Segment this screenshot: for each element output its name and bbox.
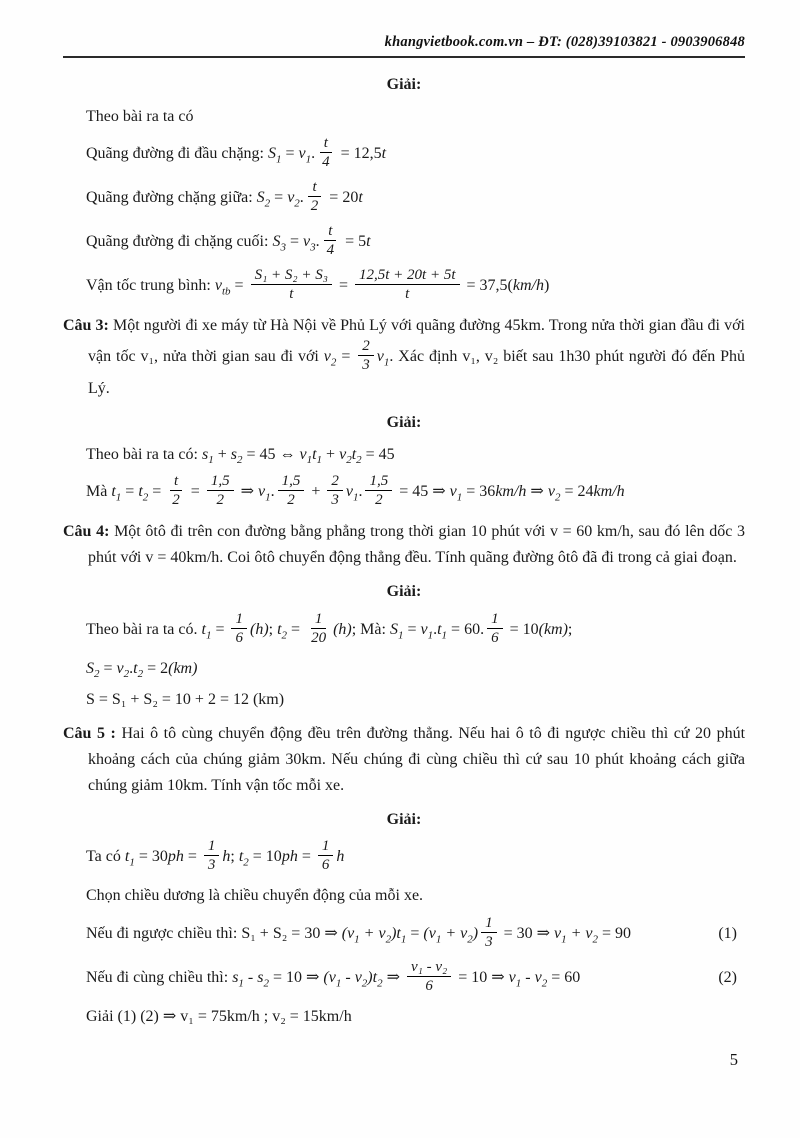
math-fraction	[168, 472, 184, 509]
fraction-numerator: 1	[231, 610, 247, 629]
math-variable: (h)	[249, 620, 269, 638]
fraction-denominator: 2	[375, 492, 383, 509]
document-content	[63, 72, 745, 1029]
fraction-denominator: 6	[425, 977, 433, 994]
solution-line: Chọn chiều dương là chiều chuyển động của mỗi xe.	[86, 887, 424, 905]
math-variable: v	[214, 277, 222, 295]
math-subscript: 2	[94, 667, 100, 680]
math-subscript: 2	[330, 356, 337, 369]
math-fraction	[327, 472, 343, 509]
page-number: 5	[729, 1050, 738, 1069]
fraction-numerator: 1,5	[365, 472, 392, 491]
solution-line: Theo bài ra ta có	[86, 107, 194, 125]
math-variable: )	[472, 924, 479, 942]
math-subscript: 1	[205, 628, 212, 641]
math-variable: v	[376, 348, 384, 366]
solution-line: $S_2 = v_2.t_2 = 2(km)$	[86, 659, 198, 680]
math-variable: v	[298, 145, 306, 163]
fraction-numerator: t	[308, 178, 320, 197]
solution-line: Giải (1) (2) ⇒ v₁ = 75km/h ; v₂ = 15km/h	[86, 1007, 352, 1025]
math-subscript: 1	[335, 977, 342, 990]
fraction-denominator: 4	[326, 242, 335, 259]
math-variable: + v	[441, 924, 468, 942]
math-subscript: 1	[305, 153, 312, 166]
math-variable: )t	[367, 968, 378, 986]
math-subscript: 1	[400, 933, 407, 946]
math-variable: t	[351, 445, 357, 463]
fraction-denominator: 4	[322, 154, 330, 171]
math-subscript: 1	[383, 356, 390, 369]
math-fraction	[481, 914, 497, 951]
problem-paragraph: Câu 4: Một ôtô đi trên con đường bằng phẳng trong thời gian 10 phút với v = 60 km/h, sau đó lên dốc 3 phút với v = 40km/h. Coi ôtô chuyển động thẳng đều. Tính quãng đường ôtô đã đi trong cả giai đoạn.	[63, 523, 746, 567]
math-subscript: 1	[208, 453, 214, 466]
math-fraction	[307, 610, 330, 647]
math-variable: v	[449, 483, 457, 501]
math-subscript: 3	[310, 241, 316, 254]
math-variable: t	[381, 145, 387, 163]
math-subscript: 1	[275, 153, 282, 166]
solution-line: Theo bài ra ta có. $t_1$ = $\frac{1}{6}$ (h); $t_2$ = $\frac{1}{20}$ (h); Mà: $S_1 = v_1.t_1 = 60$. $\frac{1}{6}$ = 10(km);	[86, 610, 573, 646]
math-variable: s	[232, 968, 239, 986]
math-subscript: 2	[243, 856, 249, 869]
math-variable: v	[116, 659, 124, 677]
math-variable: (v	[323, 968, 336, 986]
math-variable: t	[138, 483, 143, 501]
math-variable: t	[133, 659, 138, 677]
math-subscript: 2	[356, 453, 362, 466]
fraction-denominator: 3	[362, 357, 370, 374]
math-fraction	[358, 337, 374, 374]
math-fraction	[323, 222, 339, 259]
problem-paragraph: Câu 5 : Hai ô tô cùng chuyển động đều trên đường thẳng. Nếu hai ô tô đi ngược chiều thì cứ 20 phút khoảng cách của chúng giảm 30km. Nếu chúng đi cùng chiều thì cứ sau 10 phút khoảng cách giữa chúng giảm 10km. Tính vận tốc mỗi xe.	[63, 724, 746, 794]
fraction-numerator: 1	[487, 610, 503, 629]
solution-line: S = S₁ + S₂ = 10 + 2 = 12 (km)	[86, 691, 285, 709]
math-variable: - s	[243, 968, 264, 986]
math-subscript: 1	[427, 628, 434, 641]
math-variable: t	[124, 848, 130, 866]
math-variable: (v	[423, 924, 436, 942]
fraction-numerator: 12,5t + 20t + 5t	[355, 266, 460, 285]
math-subscript: 1	[456, 491, 463, 504]
math-variable: S	[86, 659, 94, 677]
math-variable: h	[222, 848, 231, 866]
math-variable: s	[230, 445, 237, 463]
math-variable: v	[299, 445, 307, 463]
equation-number: (2)	[718, 969, 737, 987]
math-subscript: 2	[281, 628, 288, 641]
math-subscript: 2	[592, 933, 599, 946]
math-variable: - v	[341, 968, 362, 986]
equation-number: (1)	[718, 925, 737, 943]
math-variable: v	[554, 924, 562, 942]
solution-line: Nếu đi ngược chiều thì: S₁ + S₂ = 30 ⇒ $(v_1 + v_2)t_1 = (v_1 + v_2)$ $\frac{1}{3}$ = 30 ⇒ $v_1 + v_2 = 90$ (1)	[86, 914, 737, 950]
math-subscript: 1	[515, 977, 522, 990]
math-subscript: 1	[354, 933, 360, 946]
fraction-numerator: 1	[204, 837, 220, 856]
fraction-denominator: t	[405, 286, 410, 303]
header-divider	[63, 56, 745, 58]
fraction-denominator: 2	[310, 198, 319, 215]
math-fraction	[204, 837, 220, 874]
math-subscript: 2	[467, 933, 473, 946]
fraction-numerator: S₁ + S₂ + S₃	[251, 266, 332, 285]
math-variable: v	[345, 483, 353, 501]
math-fraction	[318, 837, 334, 874]
math-subscript: 2	[541, 977, 548, 990]
solution-line: Vận tốc trung bình: $v_{tb}$ = $\frac{\text{S₁ + S₂ + S₃}}{t}$ = $\frac{12,5t + 20t + 5t}{t}$ = 37,5(km/h)	[86, 267, 550, 303]
math-variable: km/h	[495, 483, 527, 501]
math-subscript: 2	[385, 933, 392, 946]
section-heading: Giải:	[386, 76, 422, 93]
fraction-denominator: 3	[207, 857, 216, 874]
math-variable: t	[358, 189, 363, 207]
solution-line: Quãng đường chặng giữa: $S_2 = v_2$. $\frac{t}{2}$ = 20t	[86, 179, 363, 215]
solution-line: Mà $t_1 = t_2$ = $\frac{t}{2}$ = $\frac{1,5}{2}$ ⇒ $v_1$. $\frac{1,5}{2}$ + $\frac{2}{3}$ $v_1$. $\frac{1,5}{2}$ = 45 ⇒ $v_1 = 36km/h$ ⇒ $v_2 = 24km/h$	[86, 473, 625, 509]
section-heading: Giải:	[386, 810, 422, 828]
math-fraction	[487, 610, 503, 647]
math-subscript: 2	[236, 453, 243, 466]
page-header: khangvietbook.com.vn – ĐT: (028)39103821 - 0903906848	[384, 34, 745, 50]
math-variable: s	[201, 445, 209, 463]
section-heading: Giải:	[386, 414, 422, 431]
math-variable: v	[420, 620, 428, 638]
math-subscript: 1	[115, 491, 122, 504]
fraction-denominator: 2	[287, 492, 295, 509]
math-fraction	[407, 958, 451, 995]
math-subscript: 1	[397, 628, 404, 641]
fraction-numerator: 1	[318, 837, 334, 856]
solution-line: Nếu đi cùng chiều thì: $s_1 - s_2 = 10$ ⇒ $(v_1 - v_2)t_2$ ⇒ $\frac{\text{v₁ - v₂}}{6}$ = 10 ⇒ $v_1 - v_2 = 60$ (2)	[86, 958, 737, 994]
solution-line: Theo bài ra ta có: $s_1 + s_2 = 45$ ⇔ $v_1t_1 + v_2t_2 = 45$	[86, 445, 395, 466]
math-variable: (v	[341, 924, 355, 942]
math-subscript: tb	[221, 285, 231, 298]
math-subscript: 2	[361, 977, 368, 990]
math-fraction	[307, 178, 323, 215]
math-subscript: 2	[142, 491, 149, 504]
math-subscript: 2	[137, 667, 144, 680]
math-subscript: 1	[316, 453, 323, 466]
math-variable: t	[277, 620, 282, 638]
math-fraction	[207, 472, 234, 509]
fraction-numerator: v₁ - v₂	[407, 958, 451, 977]
math-subscript: 1	[265, 491, 271, 504]
fraction-denominator: 6	[321, 857, 330, 874]
math-subscript: 2	[377, 977, 383, 990]
math-variable: t	[437, 620, 442, 638]
math-subscript: 2	[123, 667, 130, 680]
math-subscript: 1	[306, 453, 313, 466]
fraction-denominator: 2	[172, 492, 180, 509]
math-subscript: 1	[238, 977, 244, 990]
fraction-numerator: 2	[358, 337, 374, 356]
math-variable: v	[257, 483, 266, 501]
math-subscript: 1	[435, 933, 442, 946]
math-variable: t	[201, 620, 206, 638]
math-variable: v	[547, 483, 555, 501]
problem-paragraph: Câu 3: Một người đi xe máy từ Hà Nội về Phủ Lý với quãng đường 45km. Trong nửa thời gian đầu đi với vận tốc v₁, nửa thời gian sau đi với $v_2$ = $\frac{2}{3}$ $v_1$. Xác định v₁, v₂ biết sau 1h30 phút người đó đến Phủ Lý.	[63, 317, 746, 398]
math-fraction	[231, 610, 247, 647]
math-variable: v	[302, 233, 311, 251]
math-subscript: 2	[264, 197, 271, 210]
math-variable: h	[336, 848, 345, 866]
fraction-numerator: 2	[327, 472, 343, 491]
fraction-numerator: 1,5	[278, 472, 305, 491]
fraction-numerator: 1	[311, 610, 327, 629]
solution-line: Quãng đường đi chặng cuối: $S_3 = v_3$. $\frac{t}{4}$ = 5t	[86, 223, 371, 259]
math-variable: (km)	[168, 659, 198, 677]
math-variable: km/h	[512, 277, 544, 295]
problem-label: Câu 3:	[63, 317, 113, 335]
fraction-denominator: t	[289, 286, 294, 303]
math-fraction	[355, 266, 460, 303]
fraction-denominator: 3	[331, 492, 339, 509]
section-heading: Giải:	[386, 583, 422, 600]
math-variable: v	[339, 445, 347, 463]
math-variable: - v	[521, 968, 542, 986]
math-variable: km/h	[593, 483, 625, 501]
problem-label: Câu 5 :	[63, 724, 122, 742]
math-variable: (h)	[333, 620, 352, 638]
math-variable: S	[272, 233, 281, 251]
fraction-denominator: 3	[485, 933, 493, 950]
math-variable: (km)	[538, 620, 568, 638]
math-subscript: 2	[263, 977, 269, 990]
math-variable: )t	[391, 924, 401, 942]
fraction-denominator: 6	[491, 629, 499, 646]
fraction-numerator: t	[320, 134, 332, 153]
fraction-denominator: 2	[216, 492, 224, 509]
math-subscript: 2	[294, 197, 300, 210]
math-fraction	[365, 472, 392, 509]
fraction-numerator: t	[170, 472, 182, 491]
fraction-numerator: 1	[481, 914, 497, 933]
problem-label: Câu 4:	[63, 523, 115, 541]
math-subscript: 2	[346, 453, 352, 466]
math-subscript: 1	[561, 933, 567, 946]
math-variable: + v	[359, 924, 386, 942]
math-variable: v	[508, 968, 516, 986]
fraction-denominator: 6	[235, 629, 243, 646]
math-variable: ph	[167, 848, 184, 866]
solution-line: Quãng đường đi đầu chặng: $S_1 = v_1$. $\frac{t}{4}$ = 12,5t	[86, 135, 387, 171]
math-variable: t	[111, 483, 116, 501]
math-fraction	[318, 134, 334, 171]
solution-line: Ta có $t_1 = 30ph$ = $\frac{1}{3}$ h; $t_2 = 10ph$ = $\frac{1}{6}$ h	[86, 838, 345, 874]
math-subscript: 2	[554, 491, 561, 504]
fraction-denominator: 20	[311, 629, 327, 646]
math-variable: v	[323, 348, 331, 366]
math-variable: t	[312, 445, 317, 463]
math-variable: S	[267, 145, 276, 163]
math-variable: S	[389, 620, 398, 638]
math-subscript: 3	[280, 241, 286, 254]
math-subscript: 1	[129, 856, 135, 869]
fraction-numerator: 1,5	[207, 472, 234, 491]
math-variable: ph	[281, 848, 298, 866]
math-variable: v	[287, 189, 295, 207]
math-variable: + v	[566, 924, 593, 942]
math-fraction	[278, 472, 305, 509]
math-subscript: 1	[441, 628, 448, 641]
math-variable: t	[366, 233, 371, 251]
fraction-numerator: t	[324, 222, 336, 241]
math-subscript: 1	[352, 491, 359, 504]
math-fraction	[251, 266, 332, 303]
math-variable: t	[238, 848, 244, 866]
math-variable: S	[256, 189, 265, 207]
